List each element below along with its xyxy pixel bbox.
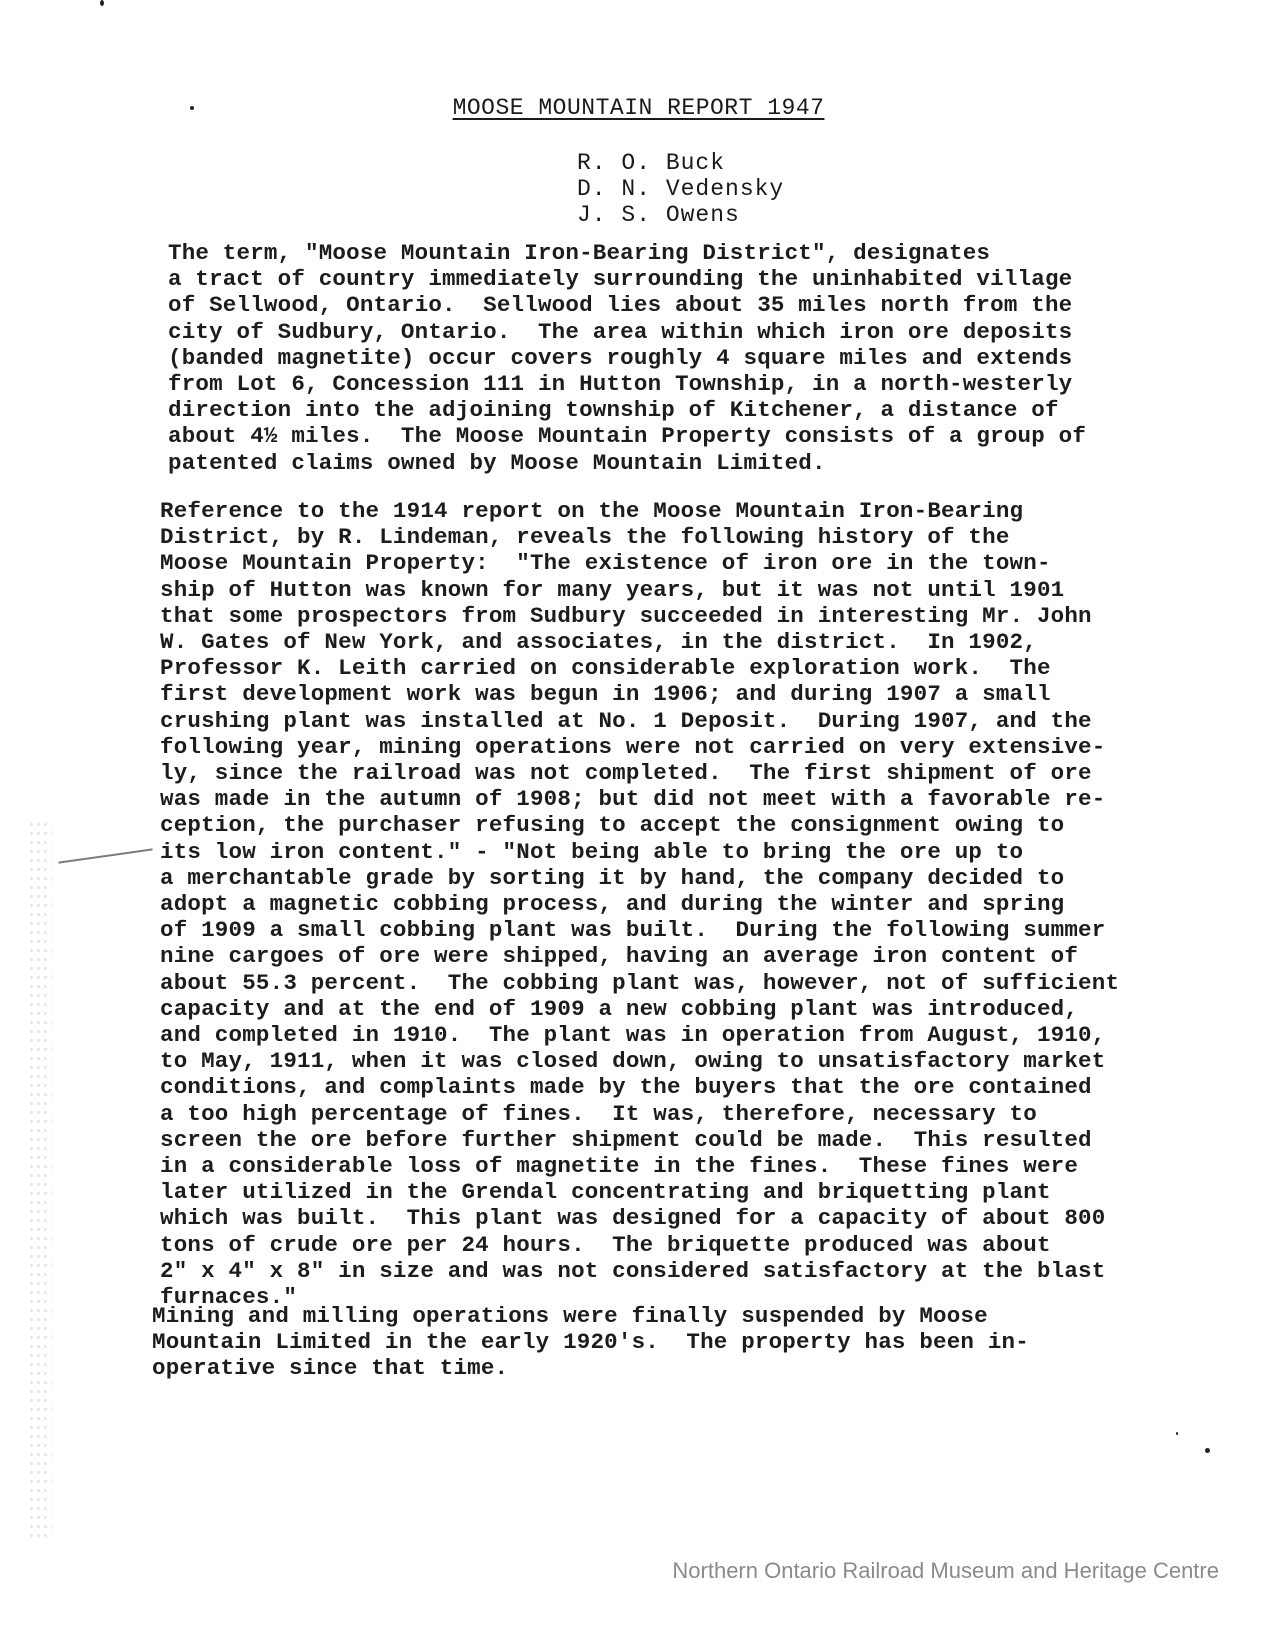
text-line: its low iron content." - "Not being able to bring the ore up to: [160, 838, 1024, 865]
scan-edge-noise: [28, 820, 52, 1540]
text-line: was made in the autumn of 1908; but did not meet with a favorable re-: [160, 786, 1106, 813]
text-line: later utilized in the Grendal concentrating and briquetting plant: [160, 1179, 1051, 1206]
paragraph-introduction: [168, 240, 1086, 476]
text-line: patented claims owned by Moose Mountain Limited.: [168, 449, 826, 476]
text-line: in a considerable loss of magnetite in the fines. These fines were: [160, 1153, 1079, 1180]
scan-speck: [100, 0, 104, 6]
text-line: screen the ore before further shipment could be made. This resulted: [160, 1126, 1092, 1153]
text-line: nine cargoes of ore were shipped, having an average iron content of: [160, 943, 1079, 970]
text-line: furnaces.": [160, 1284, 298, 1311]
text-line: ly, since the railroad was not completed. The first shipment of ore: [160, 760, 1092, 787]
text-line: of 1909 a small cobbing plant was built. During the following summer: [160, 917, 1106, 944]
paragraph-conclusion: [152, 1303, 1029, 1382]
text-line: first development work was begun in 1906; and during 1907 a small: [160, 681, 1051, 708]
text-line: direction into the adjoining township of Kitchener, a distance of: [168, 397, 1059, 424]
text-line: about 4½ miles. The Moose Mountain Property consists of a group of: [168, 423, 1087, 450]
text-line: a too high percentage of fines. It was, therefore, necessary to: [160, 1100, 1037, 1127]
scan-stray-mark: [58, 848, 152, 863]
text-line: which was built. This plant was designed for a capacity of about 800: [160, 1205, 1106, 1232]
text-line: of Sellwood, Ontario. Sellwood lies about 35 miles north from the: [168, 292, 1073, 319]
text-line: W. Gates of New York, and associates, in the district. In 1902,: [160, 629, 1037, 656]
author-name: D. N. Vedensky: [577, 176, 785, 202]
text-line: a tract of country immediately surrounding the uninhabited village: [168, 266, 1073, 293]
text-line: Mountain Limited in the early 1920's. The property has been in-: [152, 1329, 1029, 1356]
text-line: ception, the purchaser refusing to accept the consignment owing to: [160, 812, 1065, 839]
text-line: to May, 1911, when it was closed down, owing to unsatisfactory market: [160, 1048, 1106, 1075]
paragraph-history: [160, 498, 1119, 1310]
text-line: about 55.3 percent. The cobbing plant was, however, not of sufficient: [160, 969, 1120, 996]
text-line: 2" x 4" x 8" in size and was not considered satisfactory at the blast: [160, 1257, 1106, 1284]
text-line: Professor K. Leith carried on considerable exploration work. The: [160, 655, 1051, 682]
author-list: [577, 150, 784, 228]
text-line: ship of Hutton was known for many years, but it was not until 1901: [160, 576, 1065, 603]
text-line: city of Sudbury, Ontario. The area within which iron ore deposits: [168, 318, 1073, 345]
author-name: R. O. Buck: [577, 150, 726, 176]
text-line: capacity and at the end of 1909 a new cobbing plant was introduced,: [160, 995, 1079, 1022]
text-line: District, by R. Lindeman, reveals the following history of the: [160, 524, 1010, 551]
museum-watermark: Northern Ontario Railroad Museum and Heritage Centre: [672, 1558, 1219, 1583]
text-line: Reference to the 1914 report on the Moose Mountain Iron-Bearing: [160, 498, 1024, 524]
text-line: adopt a magnetic cobbing process, and during the winter and spring: [160, 891, 1065, 918]
text-line: and completed in 1910. The plant was in operation from August, 1910,: [160, 1022, 1106, 1049]
text-line: that some prospectors from Sudbury succeeded in interesting Mr. John: [160, 602, 1092, 629]
text-line: operative since that time.: [152, 1355, 509, 1382]
text-line: tons of crude ore per 24 hours. The briquette produced was about: [160, 1231, 1051, 1258]
scan-speck: [1176, 1432, 1178, 1435]
text-line: crushing plant was installed at No. 1 Deposit. During 1907, and the: [160, 707, 1092, 734]
author-name: J. S. Owens: [577, 202, 740, 228]
text-line: Moose Mountain Property: "The existence of iron ore in the town-: [160, 550, 1051, 577]
text-line: (banded magnetite) occur covers roughly 4 square miles and extends: [168, 344, 1073, 371]
scan-speck: [1205, 1448, 1210, 1453]
text-line: following year, mining operations were not carried on very extensive-: [160, 733, 1106, 760]
scan-speck: [190, 106, 194, 110]
text-line: Mining and milling operations were finally suspended by Moose: [152, 1303, 988, 1329]
text-line: from Lot 6, Concession 111 in Hutton Township, in a north-westerly: [168, 371, 1073, 398]
text-line: The term, "Moose Mountain Iron-Bearing District", designates: [168, 240, 991, 266]
report-title: MOOSE MOUNTAIN REPORT 1947: [452, 95, 825, 121]
text-line: conditions, and complaints made by the buyers that the ore contained: [160, 1074, 1092, 1101]
text-line: a merchantable grade by sorting it by hand, the company decided to: [160, 864, 1065, 891]
